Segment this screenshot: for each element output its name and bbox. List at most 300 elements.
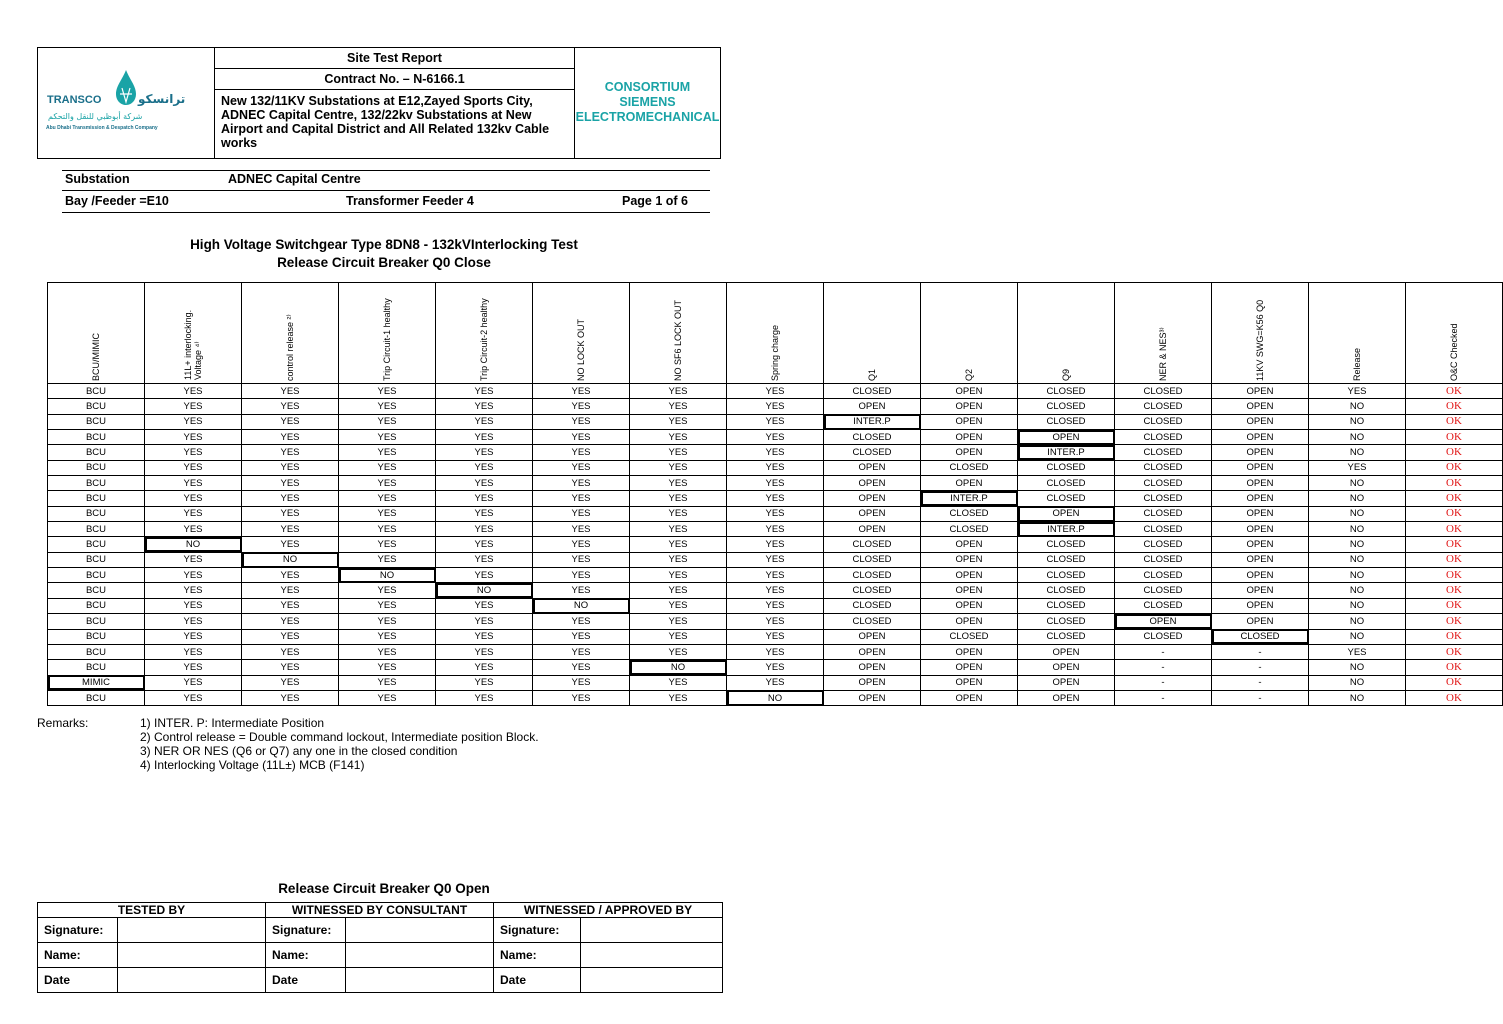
name-label: Name: — [38, 943, 118, 968]
table-cell: YES — [145, 552, 242, 567]
table-cell: YES — [630, 522, 727, 537]
table-cell: YES — [630, 414, 727, 429]
table-row — [48, 644, 1503, 659]
table-cell: YES — [145, 522, 242, 537]
table-cell: YES — [242, 537, 339, 552]
table-cell: CLOSED — [824, 614, 921, 629]
table-cell: YES — [436, 506, 533, 521]
table-cell: YES — [242, 476, 339, 491]
table-cell: YES — [727, 476, 824, 491]
table-cell: CLOSED — [1115, 414, 1212, 429]
table-row — [48, 476, 1503, 491]
table-cell: CLOSED — [1018, 598, 1115, 613]
table-cell: CLOSED — [1018, 537, 1115, 552]
consortium-line-1: CONSORTIUM — [604, 80, 691, 94]
table-cell: NO — [1309, 614, 1406, 629]
section-title: Release Circuit Breaker Q0 Open — [278, 881, 490, 896]
table-cell: YES — [242, 430, 339, 445]
table-cell: CLOSED — [1018, 614, 1115, 629]
table-cell: YES — [436, 445, 533, 460]
table-cell: YES — [436, 675, 533, 690]
table-cell: OPEN — [921, 414, 1018, 429]
table-cell: YES — [145, 690, 242, 705]
table-cell: NO — [533, 598, 630, 613]
table-row — [48, 598, 1503, 613]
table-cell: NO — [1309, 491, 1406, 506]
table-cell: NO — [1309, 568, 1406, 583]
table-cell: OPEN — [921, 675, 1018, 690]
column-header-label: O&C Checked — [1449, 322, 1459, 381]
checked-cell: OK — [1406, 660, 1503, 675]
table-cell: OPEN — [1212, 384, 1309, 399]
checked-cell: OK — [1406, 491, 1503, 506]
table-row — [48, 460, 1503, 475]
table-cell: YES — [339, 598, 436, 613]
checked-cell: OK — [1406, 690, 1503, 705]
table-cell: NO — [1309, 537, 1406, 552]
table-cell: YES — [339, 506, 436, 521]
table-cell: NO — [727, 690, 824, 705]
table-cell: YES — [727, 460, 824, 475]
checked-cell: OK — [1406, 522, 1503, 537]
table-cell: YES — [436, 552, 533, 567]
table-cell: YES — [533, 629, 630, 644]
table-cell: YES — [436, 460, 533, 475]
table-cell: YES — [436, 414, 533, 429]
table-row — [48, 690, 1503, 705]
table-row — [48, 445, 1503, 460]
page-number: Page 1 of 6 — [622, 194, 688, 208]
table-cell: OPEN — [921, 690, 1018, 705]
table-cell: YES — [727, 583, 824, 598]
table-row — [48, 614, 1503, 629]
signature-header-row — [38, 903, 723, 918]
date-field[interactable] — [581, 968, 723, 993]
table-cell: CLOSED — [1018, 629, 1115, 644]
table-cell: YES — [145, 414, 242, 429]
table-cell: BCU — [48, 522, 145, 537]
table-cell: NO — [1309, 414, 1406, 429]
column-header-label: Trip Circuit-2 healthy — [479, 297, 489, 381]
signature-label: Signature: — [38, 918, 118, 943]
table-cell: OPEN — [1212, 414, 1309, 429]
signature-field[interactable] — [118, 918, 266, 943]
signature-table — [37, 902, 723, 993]
table-cell: YES — [630, 583, 727, 598]
table-cell: CLOSED — [1115, 583, 1212, 598]
table-cell: YES — [533, 614, 630, 629]
table-cell: BCU — [48, 445, 145, 460]
column-header-label: 11L+ interlocking. Voltage ⁴⁾ — [183, 309, 203, 380]
table-cell: CLOSED — [824, 583, 921, 598]
table-cell: YES — [242, 491, 339, 506]
table-row — [48, 629, 1503, 644]
table-cell: YES — [533, 644, 630, 659]
table-cell: YES — [242, 675, 339, 690]
table-cell: YES — [242, 399, 339, 414]
table-cell: OPEN — [921, 399, 1018, 414]
column-header-label: Trip Circuit-1 healthy — [382, 297, 392, 381]
date-label: Date — [38, 968, 118, 993]
tested-by-header: TESTED BY — [38, 903, 266, 918]
table-cell: YES — [242, 583, 339, 598]
table-cell: YES — [630, 629, 727, 644]
table-cell: YES — [145, 583, 242, 598]
table-cell: YES — [533, 476, 630, 491]
table-cell: BCU — [48, 384, 145, 399]
divider — [62, 170, 710, 171]
table-row — [48, 506, 1503, 521]
checked-cell: OK — [1406, 583, 1503, 598]
table-cell: YES — [533, 568, 630, 583]
remark-1: 1) INTER. P: Intermediate Position — [140, 716, 325, 730]
name-field[interactable] — [581, 943, 723, 968]
table-cell: YES — [727, 384, 824, 399]
table-cell: - — [1212, 675, 1309, 690]
table-cell: OPEN — [921, 552, 1018, 567]
table-cell: YES — [533, 537, 630, 552]
remarks-label: Remarks: — [37, 716, 89, 730]
consortium-line-2: SIEMENS — [619, 95, 676, 109]
table-cell: YES — [339, 399, 436, 414]
table-cell: YES — [533, 430, 630, 445]
table-cell: YES — [242, 690, 339, 705]
table-cell: OPEN — [1115, 614, 1212, 629]
signature-label: Signature: — [266, 918, 346, 943]
table-row — [48, 414, 1503, 429]
table-cell: OPEN — [1212, 583, 1309, 598]
table-cell: YES — [630, 614, 727, 629]
table-cell: YES — [630, 445, 727, 460]
checked-cell: OK — [1406, 552, 1503, 567]
remark-4: 4) Interlocking Voltage (11L±) MCB (F141) — [140, 758, 365, 772]
table-cell: YES — [436, 660, 533, 675]
table-cell: OPEN — [921, 660, 1018, 675]
table-cell: - — [1212, 690, 1309, 705]
table-cell: OPEN — [921, 445, 1018, 460]
table-cell: YES — [242, 445, 339, 460]
table-cell: YES — [242, 614, 339, 629]
column-header-label: NER & NES³⁾ — [1158, 326, 1168, 381]
table-cell: NO — [1309, 552, 1406, 567]
table-cell: NO — [1309, 445, 1406, 460]
table-cell: OPEN — [1212, 552, 1309, 567]
table-row — [48, 552, 1503, 567]
table-cell: - — [1115, 690, 1212, 705]
table-cell: YES — [242, 660, 339, 675]
checked-cell: OK — [1406, 598, 1503, 613]
table-cell: YES — [145, 614, 242, 629]
name-field[interactable] — [118, 943, 266, 968]
table-cell: OPEN — [824, 522, 921, 537]
table-cell: YES — [339, 583, 436, 598]
date-field[interactable] — [346, 968, 494, 993]
table-cell: NO — [1309, 629, 1406, 644]
date-label: Date — [494, 968, 581, 993]
table-cell: BCU — [48, 660, 145, 675]
signature-label: Signature: — [494, 918, 581, 943]
table-cell: OPEN — [824, 629, 921, 644]
table-row — [48, 675, 1503, 690]
checked-cell: OK — [1406, 445, 1503, 460]
table-cell: OPEN — [824, 460, 921, 475]
table-cell: BCU — [48, 460, 145, 475]
table-cell: NO — [242, 552, 339, 567]
table-row — [48, 537, 1503, 552]
table-cell: YES — [630, 552, 727, 567]
table-cell: YES — [339, 414, 436, 429]
table-cell: CLOSED — [824, 568, 921, 583]
table-cell: NO — [1309, 675, 1406, 690]
table-cell: CLOSED — [1115, 384, 1212, 399]
report-header — [37, 47, 721, 159]
table-cell: YES — [630, 399, 727, 414]
table-cell: YES — [1309, 384, 1406, 399]
checked-cell: OK — [1406, 460, 1503, 475]
table-cell: YES — [630, 568, 727, 583]
signature-field[interactable] — [346, 918, 494, 943]
table-cell: CLOSED — [1115, 476, 1212, 491]
table-cell: YES — [436, 430, 533, 445]
column-header — [630, 283, 727, 384]
signature-row — [38, 918, 723, 943]
table-cell: OPEN — [1212, 460, 1309, 475]
table-cell: YES — [727, 491, 824, 506]
table-cell: OPEN — [1212, 537, 1309, 552]
column-header — [48, 283, 145, 384]
table-cell: CLOSED — [824, 430, 921, 445]
table-cell: OPEN — [921, 644, 1018, 659]
bay-feeder: Bay /Feeder =E10 — [65, 194, 169, 208]
table-cell: OPEN — [1212, 445, 1309, 460]
table-cell: NO — [630, 660, 727, 675]
table-cell: YES — [436, 537, 533, 552]
table-cell: CLOSED — [1115, 552, 1212, 567]
feeder-name: Transformer Feeder 4 — [346, 194, 474, 208]
contract-number: Contract No. – N-6166.1 — [215, 69, 574, 90]
table-cell: NO — [1309, 399, 1406, 414]
column-header — [1309, 283, 1406, 384]
table-cell: YES — [145, 644, 242, 659]
table-cell: NO — [1309, 660, 1406, 675]
table-cell: YES — [242, 414, 339, 429]
table-cell: INTER.P — [1018, 445, 1115, 460]
table-cell: YES — [1309, 460, 1406, 475]
table-cell: BCU — [48, 614, 145, 629]
table-cell: BCU — [48, 644, 145, 659]
table-cell: OPEN — [824, 690, 921, 705]
table-cell: YES — [630, 644, 727, 659]
checked-cell: OK — [1406, 414, 1503, 429]
table-row — [48, 568, 1503, 583]
table-cell: YES — [436, 476, 533, 491]
table-cell: YES — [533, 399, 630, 414]
table-cell: YES — [436, 399, 533, 414]
table-cell: OPEN — [921, 568, 1018, 583]
table-cell: YES — [339, 552, 436, 567]
table-cell: OPEN — [1212, 430, 1309, 445]
table-cell: NO — [1309, 506, 1406, 521]
column-header — [436, 283, 533, 384]
name-label: Name: — [494, 943, 581, 968]
table-cell: CLOSED — [1115, 460, 1212, 475]
table-cell: YES — [242, 568, 339, 583]
name-label: Name: — [266, 943, 346, 968]
table-cell: YES — [339, 522, 436, 537]
table-cell: YES — [630, 690, 727, 705]
table-cell: YES — [727, 414, 824, 429]
table-cell: CLOSED — [1018, 491, 1115, 506]
table-cell: OPEN — [1212, 506, 1309, 521]
table-cell: YES — [630, 598, 727, 613]
checked-cell: OK — [1406, 644, 1503, 659]
table-cell: OPEN — [921, 476, 1018, 491]
column-header-label: Release — [1352, 347, 1362, 381]
table-cell: BCU — [48, 414, 145, 429]
table-cell: BCU — [48, 690, 145, 705]
table-cell: OPEN — [1212, 399, 1309, 414]
table-cell: OPEN — [824, 644, 921, 659]
table-cell: YES — [630, 506, 727, 521]
table-cell: YES — [436, 522, 533, 537]
table-cell: BCU — [48, 598, 145, 613]
table-cell: OPEN — [921, 614, 1018, 629]
column-header — [727, 283, 824, 384]
logo-arabic-text: ترانسكو — [138, 92, 186, 106]
table-cell: CLOSED — [1018, 568, 1115, 583]
table-cell: INTER.P — [1018, 522, 1115, 537]
table-cell: NO — [1309, 583, 1406, 598]
project-description: New 132/11KV Substations at E12,Zayed Sports City, ADNEC Capital Centre, 132/22kv Substations at New Airport and Capital District and All Related 132kv Cable works — [221, 94, 550, 150]
table-cell: CLOSED — [1115, 506, 1212, 521]
table-cell: NO — [1309, 476, 1406, 491]
column-header — [533, 283, 630, 384]
table-cell: YES — [145, 476, 242, 491]
divider — [62, 212, 710, 213]
table-cell: BCU — [48, 568, 145, 583]
table-cell: YES — [242, 644, 339, 659]
table-cell: OPEN — [921, 583, 1018, 598]
column-header-label: control release ²⁾ — [285, 313, 295, 381]
table-row — [48, 660, 1503, 675]
consortium-line-3: ELECTROMECHANICAL — [575, 110, 720, 124]
table-cell: YES — [339, 644, 436, 659]
table-cell: YES — [145, 506, 242, 521]
table-cell: YES — [145, 445, 242, 460]
table-cell: YES — [242, 384, 339, 399]
table-cell: YES — [436, 690, 533, 705]
column-header-label: NO SF6 LOCK OUT — [673, 299, 683, 381]
checked-cell: OK — [1406, 629, 1503, 644]
signature-field[interactable] — [581, 918, 723, 943]
test-title: High Voltage Switchgear Type 8DN8 - 132kVInterlocking Test — [190, 237, 578, 252]
table-cell: YES — [145, 460, 242, 475]
name-field[interactable] — [346, 943, 494, 968]
date-field[interactable] — [118, 968, 266, 993]
table-cell: OPEN — [1018, 660, 1115, 675]
table-cell: CLOSED — [1018, 476, 1115, 491]
column-header — [921, 283, 1018, 384]
table-cell: YES — [145, 384, 242, 399]
witnessed-approved-header: WITNESSED / APPROVED BY — [494, 903, 723, 918]
table-cell: YES — [533, 384, 630, 399]
table-cell: YES — [727, 522, 824, 537]
table-cell: - — [1115, 660, 1212, 675]
table-cell: OPEN — [1212, 598, 1309, 613]
table-cell: YES — [533, 460, 630, 475]
remark-2: 2) Control release = Double command lockout, Intermediate position Block. — [140, 730, 539, 744]
table-cell: YES — [242, 460, 339, 475]
checked-cell: OK — [1406, 614, 1503, 629]
table-cell: OPEN — [1212, 491, 1309, 506]
consortium-block — [575, 48, 720, 158]
table-cell: NO — [1309, 522, 1406, 537]
table-cell: YES — [436, 614, 533, 629]
table-cell: YES — [145, 629, 242, 644]
column-header-label: Q2 — [964, 368, 974, 381]
table-cell: YES — [630, 675, 727, 690]
table-cell: YES — [533, 491, 630, 506]
table-cell: CLOSED — [921, 522, 1018, 537]
table-row — [48, 384, 1503, 399]
table-cell: OPEN — [1212, 614, 1309, 629]
table-cell: YES — [533, 660, 630, 675]
table-cell: YES — [727, 445, 824, 460]
table-cell: INTER.P — [824, 414, 921, 429]
table-cell: YES — [339, 614, 436, 629]
table-cell: CLOSED — [824, 384, 921, 399]
table-cell: YES — [145, 660, 242, 675]
table-cell: YES — [436, 598, 533, 613]
substation-value: ADNEC Capital Centre — [228, 172, 361, 186]
table-cell: YES — [145, 568, 242, 583]
table-cell: YES — [630, 537, 727, 552]
table-row — [48, 522, 1503, 537]
table-cell: YES — [339, 629, 436, 644]
table-cell: YES — [533, 552, 630, 567]
table-cell: YES — [339, 460, 436, 475]
table-cell: YES — [339, 660, 436, 675]
logo-text: TRANSCO — [47, 94, 102, 106]
table-cell: YES — [727, 675, 824, 690]
table-cell: CLOSED — [1018, 583, 1115, 598]
checked-cell: OK — [1406, 399, 1503, 414]
table-cell: YES — [630, 491, 727, 506]
table-cell: YES — [339, 476, 436, 491]
checked-cell: OK — [1406, 568, 1503, 583]
logo-subtitle-arabic: شركة أبوظبي للنقل والتحكم — [48, 112, 143, 121]
column-header — [242, 283, 339, 384]
table-cell: OPEN — [824, 506, 921, 521]
column-header-label: Q1 — [867, 368, 877, 381]
table-cell: OPEN — [1018, 690, 1115, 705]
table-cell: YES — [339, 537, 436, 552]
table-cell: YES — [145, 598, 242, 613]
report-title: Site Test Report — [215, 48, 574, 69]
table-cell: YES — [630, 384, 727, 399]
table-cell: CLOSED — [1115, 568, 1212, 583]
interlocking-table — [47, 282, 1503, 706]
table-cell: CLOSED — [921, 629, 1018, 644]
table-cell: YES — [436, 384, 533, 399]
table-cell: OPEN — [1018, 675, 1115, 690]
table-cell: YES — [727, 568, 824, 583]
table-cell: - — [1115, 675, 1212, 690]
column-header-label: NO LOCK OUT — [576, 318, 586, 381]
table-cell: NO — [1309, 690, 1406, 705]
checked-cell: OK — [1406, 430, 1503, 445]
table-cell: OPEN — [824, 675, 921, 690]
